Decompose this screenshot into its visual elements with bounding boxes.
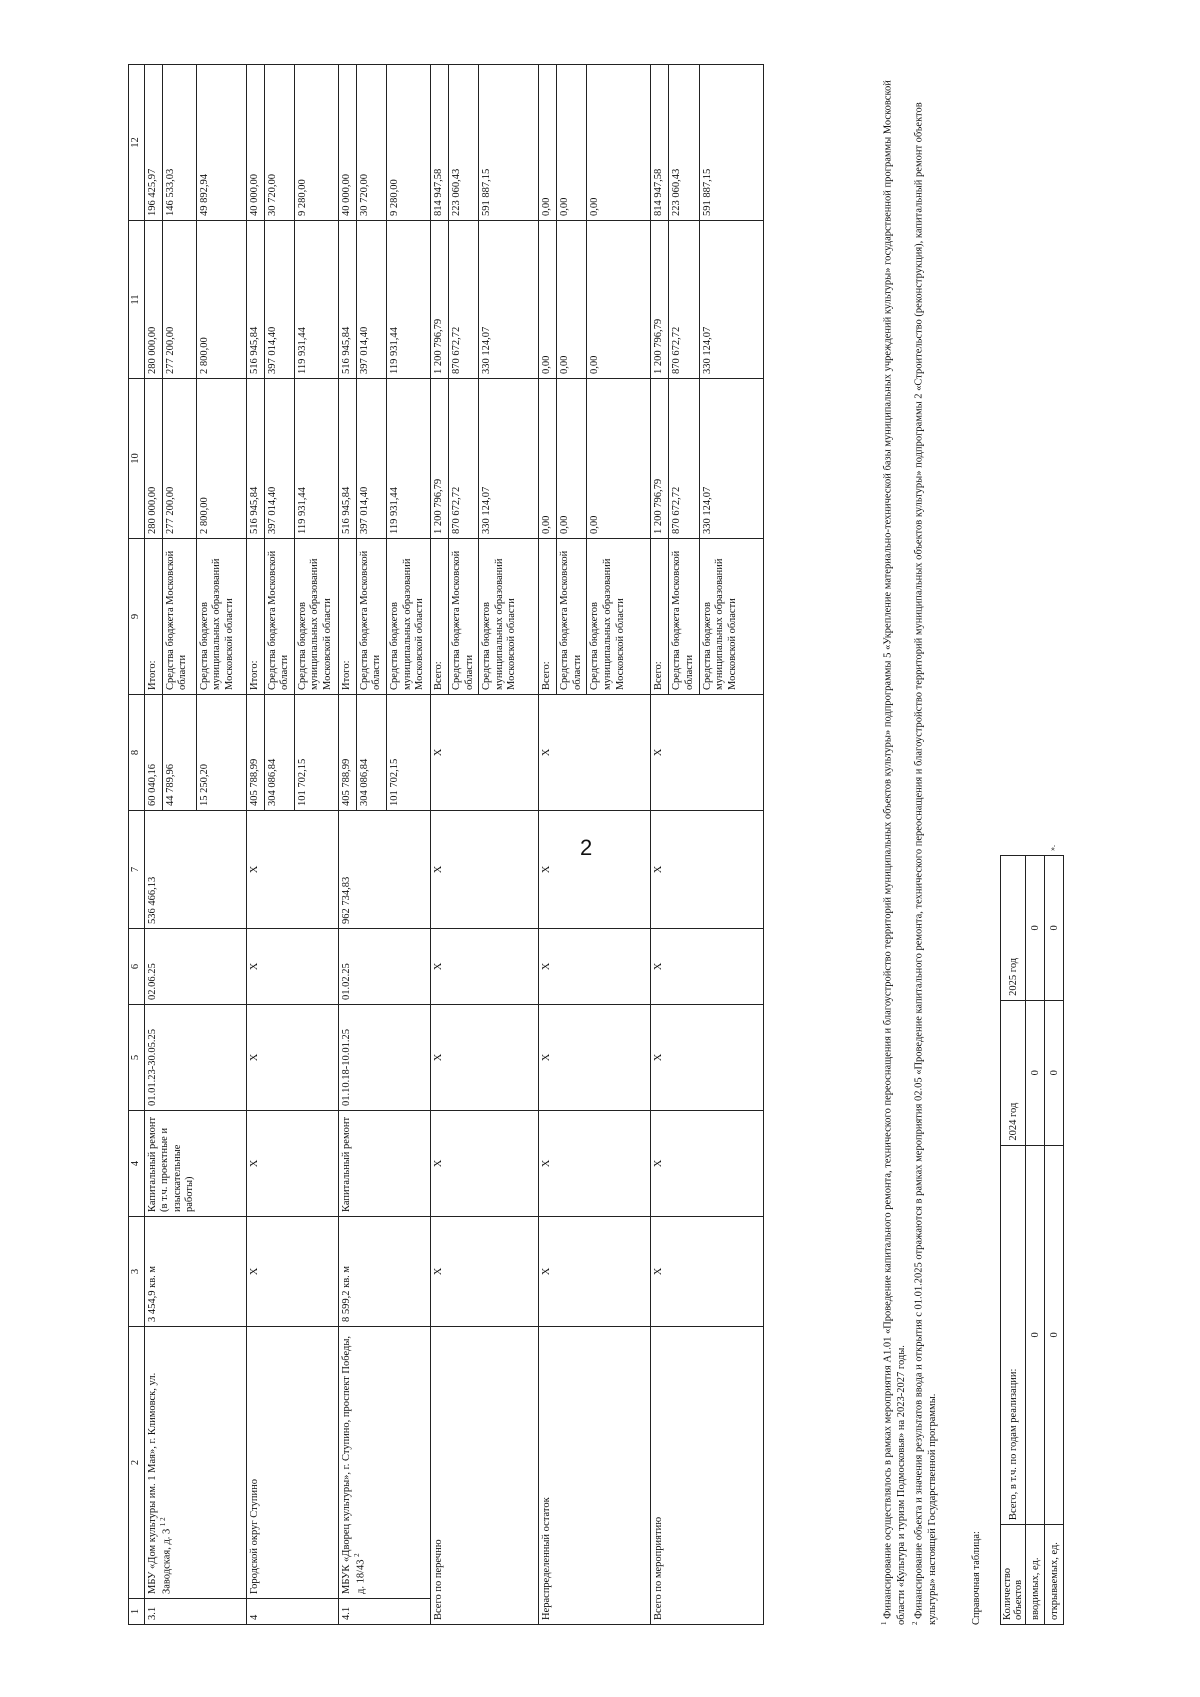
value-col-12: 30 720,00 bbox=[264, 65, 294, 221]
value-col-11: 870 672,72 bbox=[448, 221, 478, 379]
col-9: 9 bbox=[129, 539, 145, 695]
table-row bbox=[651, 65, 669, 1625]
object-name: МБУК «Дворец культуры», г. Ступино, проспект Победы, д. 18/43 $^2$ bbox=[338, 1327, 430, 1599]
col-1: 1 bbox=[129, 1599, 145, 1625]
object-name: Городской округ Ступино bbox=[246, 1327, 338, 1599]
x-mark: X bbox=[430, 811, 538, 929]
value-col-12: 9 280,00 bbox=[386, 65, 430, 221]
total-cost: 962 734,83 bbox=[338, 811, 430, 929]
value-col-10: 2 800,00 bbox=[196, 379, 246, 539]
source-label: Средства бюджета Московской области bbox=[557, 539, 587, 695]
x-mark: X bbox=[430, 1005, 538, 1111]
value-col-12: 49 892,94 bbox=[196, 65, 246, 221]
x-mark: X bbox=[246, 1005, 338, 1111]
value-col-10: 397 014,40 bbox=[264, 379, 294, 539]
value-col-12: 591 887,15 bbox=[699, 65, 763, 221]
ref-value: 0 bbox=[1026, 856, 1045, 1001]
col-10: 10 bbox=[129, 379, 145, 539]
row-number: 4.1 bbox=[338, 1599, 430, 1625]
source-label: Всего: bbox=[430, 539, 448, 695]
value-col-10: 1 200 796,79 bbox=[651, 379, 669, 539]
value-col-12: 9 280,00 bbox=[294, 65, 338, 221]
table-row bbox=[144, 65, 162, 1625]
value-col-10: 1 200 796,79 bbox=[430, 379, 448, 539]
footnote-1: $^1$ Финансирование осуществлялось в рамках мероприятия А1.01 «Проведение капитального ремонта, технического переоснащения и благоустройство территорий муниципальных объектов культуры» подпрограммы 5 «Укрепление материально-технической базы муниципальных учреждений культуры» государственной программы Московской области «Культура и туризм Подмосковья» на 2023-2027 годы. bbox=[880, 80, 908, 1625]
value-col-12: 223 060,43 bbox=[669, 65, 699, 221]
value-col-12: 146 533,03 bbox=[162, 65, 196, 221]
x-mark: X bbox=[246, 811, 338, 929]
col-4: 4 bbox=[129, 1111, 145, 1217]
value-col-10: 277 200,00 bbox=[162, 379, 196, 539]
value-col-10: 119 931,44 bbox=[386, 379, 430, 539]
value-col-11: 1 200 796,79 bbox=[430, 221, 448, 379]
source-label: Средства бюджетов муниципальных образований Московской области bbox=[386, 539, 430, 695]
open-date: 02.06.25 bbox=[144, 929, 246, 1005]
table-row bbox=[1045, 856, 1064, 1625]
value-col-11: 2 800,00 bbox=[196, 221, 246, 379]
value-col-12: 40 000,00 bbox=[338, 65, 356, 221]
value-col-10: 119 931,44 bbox=[294, 379, 338, 539]
ref-value: 0 bbox=[1045, 856, 1064, 1001]
page-number: 2 bbox=[580, 835, 593, 860]
value-col-11: 119 931,44 bbox=[386, 221, 430, 379]
ref-value: 0 bbox=[1045, 1000, 1064, 1145]
value-col-10: 280 000,00 bbox=[144, 379, 162, 539]
funded-amount: 44 789,96 bbox=[162, 695, 196, 811]
closing-mark: ». bbox=[1048, 845, 1057, 851]
footnote-2: $^2$ Финансирование объекта и значения результатов ввода и открытия с 01.01.2025 отражаются в рамках мероприятия 02.05 «Проведение капитального ремонта, технического переоснащения и благоустройство территорий муниципальных объектов культуры» подпрограммы 2 «Строительство (реконструкция), капитальный ремонт объектов культуры» настоящей Государственной программы. bbox=[910, 102, 938, 1625]
value-col-10: 516 945,84 bbox=[246, 379, 264, 539]
table-row bbox=[246, 65, 264, 1625]
ref-header: Всего, в т.ч. по годам реализации: bbox=[1001, 1145, 1026, 1524]
row-number: 4 bbox=[246, 1599, 338, 1625]
x-mark: X bbox=[430, 929, 538, 1005]
object-name: МБУ «Дом культуры им. 1 Мая», г. Климовск, ул. Заводская, д. 3 $^{1 2}$ bbox=[144, 1327, 246, 1599]
work-period: 01.01.23-30.05.25 bbox=[144, 1005, 246, 1111]
object-area: 3 454,9 кв. м bbox=[144, 1217, 246, 1327]
header-row bbox=[129, 65, 145, 1625]
x-mark: X bbox=[651, 811, 763, 929]
value-col-12: 196 425,97 bbox=[144, 65, 162, 221]
value-col-10: 0,00 bbox=[539, 379, 557, 539]
col-5: 5 bbox=[129, 1005, 145, 1111]
value-col-11: 516 945,84 bbox=[338, 221, 356, 379]
value-col-12: 40 000,00 bbox=[246, 65, 264, 221]
col-7: 7 bbox=[129, 811, 145, 929]
value-col-11: 330 124,07 bbox=[479, 221, 539, 379]
x-mark: X bbox=[651, 1005, 763, 1111]
value-col-10: 330 124,07 bbox=[479, 379, 539, 539]
table-row bbox=[539, 65, 557, 1625]
reference-table bbox=[1000, 855, 1064, 1625]
value-col-11: 0,00 bbox=[539, 221, 557, 379]
value-col-12: 30 720,00 bbox=[356, 65, 386, 221]
value-col-12: 814 947,58 bbox=[430, 65, 448, 221]
source-label: Средства бюджетов муниципальных образований Московской области bbox=[196, 539, 246, 695]
source-label: Всего: bbox=[651, 539, 669, 695]
value-col-12: 0,00 bbox=[587, 65, 651, 221]
source-label: Средства бюджетов муниципальных образований Московской области bbox=[294, 539, 338, 695]
ref-row-label: вводимых, ед. bbox=[1026, 1525, 1045, 1625]
col-8: 8 bbox=[129, 695, 145, 811]
source-label: Средства бюджета Московской области bbox=[669, 539, 699, 695]
value-col-11: 397 014,40 bbox=[264, 221, 294, 379]
open-date: 01.02.25 bbox=[338, 929, 430, 1005]
ref-header: 2025 год bbox=[1001, 856, 1026, 1001]
value-col-11: 870 672,72 bbox=[669, 221, 699, 379]
source-label: Средства бюджетов муниципальных образований Московской области bbox=[587, 539, 651, 695]
x-mark: X bbox=[430, 695, 538, 811]
value-col-11: 397 014,40 bbox=[356, 221, 386, 379]
funded-amount: 405 788,99 bbox=[246, 695, 264, 811]
x-mark: X bbox=[651, 695, 763, 811]
x-mark: X bbox=[539, 929, 651, 1005]
source-label: Средства бюджета Московской области bbox=[264, 539, 294, 695]
source-label: Итого: bbox=[338, 539, 356, 695]
value-col-11: 516 945,84 bbox=[246, 221, 264, 379]
ref-header: Количество объектов bbox=[1001, 1525, 1026, 1625]
table-row bbox=[338, 65, 356, 1625]
value-col-11: 1 200 796,79 bbox=[651, 221, 669, 379]
value-col-11: 0,00 bbox=[557, 221, 587, 379]
work-type: Капитальный ремонт (в т.ч. проектные и изыскательные работы) bbox=[144, 1111, 246, 1217]
value-col-10: 0,00 bbox=[587, 379, 651, 539]
value-col-11: 330 124,07 bbox=[699, 221, 763, 379]
x-mark: X bbox=[430, 1217, 538, 1327]
source-label: Средства бюджета Московской области bbox=[356, 539, 386, 695]
value-col-10: 397 014,40 bbox=[356, 379, 386, 539]
value-col-11: 277 200,00 bbox=[162, 221, 196, 379]
summary-label: Всего по мероприятию bbox=[651, 1327, 763, 1625]
x-mark: X bbox=[651, 929, 763, 1005]
summary-label: Нераспределенный остаток bbox=[539, 1327, 651, 1625]
source-label: Средства бюджетов муниципальных образований Московской области bbox=[699, 539, 763, 695]
x-mark: X bbox=[430, 1111, 538, 1217]
source-label: Итого: bbox=[144, 539, 162, 695]
col-12: 12 bbox=[129, 65, 145, 221]
value-col-10: 0,00 bbox=[557, 379, 587, 539]
source-label: Средства бюджета Московской области bbox=[448, 539, 478, 695]
x-mark: X bbox=[651, 1111, 763, 1217]
value-col-12: 223 060,43 bbox=[448, 65, 478, 221]
table-row bbox=[1001, 856, 1026, 1625]
funded-amount: 15 250,20 bbox=[196, 695, 246, 811]
x-mark: X bbox=[246, 1111, 338, 1217]
value-col-12: 0,00 bbox=[557, 65, 587, 221]
ref-header: 2024 год bbox=[1001, 1000, 1026, 1145]
x-mark: X bbox=[539, 1111, 651, 1217]
value-col-12: 814 947,58 bbox=[651, 65, 669, 221]
ref-value: 0 bbox=[1026, 1145, 1045, 1524]
value-col-10: 516 945,84 bbox=[338, 379, 356, 539]
funded-amount: 405 788,99 bbox=[338, 695, 356, 811]
col-3: 3 bbox=[129, 1217, 145, 1327]
ref-value: 0 bbox=[1045, 1145, 1064, 1524]
table-row bbox=[430, 65, 448, 1625]
x-mark: X bbox=[246, 929, 338, 1005]
funded-amount: 101 702,15 bbox=[294, 695, 338, 811]
funded-amount: 304 086,84 bbox=[356, 695, 386, 811]
footnotes bbox=[880, 65, 942, 1625]
source-label: Всего: bbox=[539, 539, 557, 695]
x-mark: X bbox=[246, 1217, 338, 1327]
value-col-11: 280 000,00 bbox=[144, 221, 162, 379]
ref-value: 0 bbox=[1026, 1000, 1045, 1145]
value-col-12: 0,00 bbox=[539, 65, 557, 221]
table-row bbox=[1026, 856, 1045, 1625]
col-11: 11 bbox=[129, 221, 145, 379]
x-mark: X bbox=[539, 695, 651, 811]
x-mark: X bbox=[539, 811, 651, 929]
total-cost: 536 466,13 bbox=[144, 811, 246, 929]
value-col-10: 870 672,72 bbox=[669, 379, 699, 539]
x-mark: X bbox=[539, 1217, 651, 1327]
rotated-sheet bbox=[128, 65, 1060, 1625]
source-label: Итого: bbox=[246, 539, 264, 695]
funded-amount: 101 702,15 bbox=[386, 695, 430, 811]
source-label: Средства бюджетов муниципальных образований Московской области bbox=[479, 539, 539, 695]
funded-amount: 60 040,16 bbox=[144, 695, 162, 811]
row-number: 3.1 bbox=[144, 1599, 246, 1625]
financing-table bbox=[128, 64, 764, 1625]
object-area: 8 599,2 кв. м bbox=[338, 1217, 430, 1327]
col-6: 6 bbox=[129, 929, 145, 1005]
value-col-10: 870 672,72 bbox=[448, 379, 478, 539]
col-2: 2 bbox=[129, 1327, 145, 1599]
funded-amount: 304 086,84 bbox=[264, 695, 294, 811]
reference-caption: Справочная таблица: bbox=[971, 1531, 982, 1625]
x-mark: X bbox=[651, 1217, 763, 1327]
value-col-11: 119 931,44 bbox=[294, 221, 338, 379]
x-mark: X bbox=[539, 1005, 651, 1111]
source-label: Средства бюджета Московской области bbox=[162, 539, 196, 695]
ref-row-label: открываемых, ед. bbox=[1045, 1525, 1064, 1625]
work-type: Капитальный ремонт bbox=[338, 1111, 430, 1217]
summary-label: Всего по перечню bbox=[430, 1327, 538, 1625]
value-col-12: 591 887,15 bbox=[479, 65, 539, 221]
value-col-10: 330 124,07 bbox=[699, 379, 763, 539]
value-col-11: 0,00 bbox=[587, 221, 651, 379]
work-period: 01.10.18-10.01.25 bbox=[338, 1005, 430, 1111]
